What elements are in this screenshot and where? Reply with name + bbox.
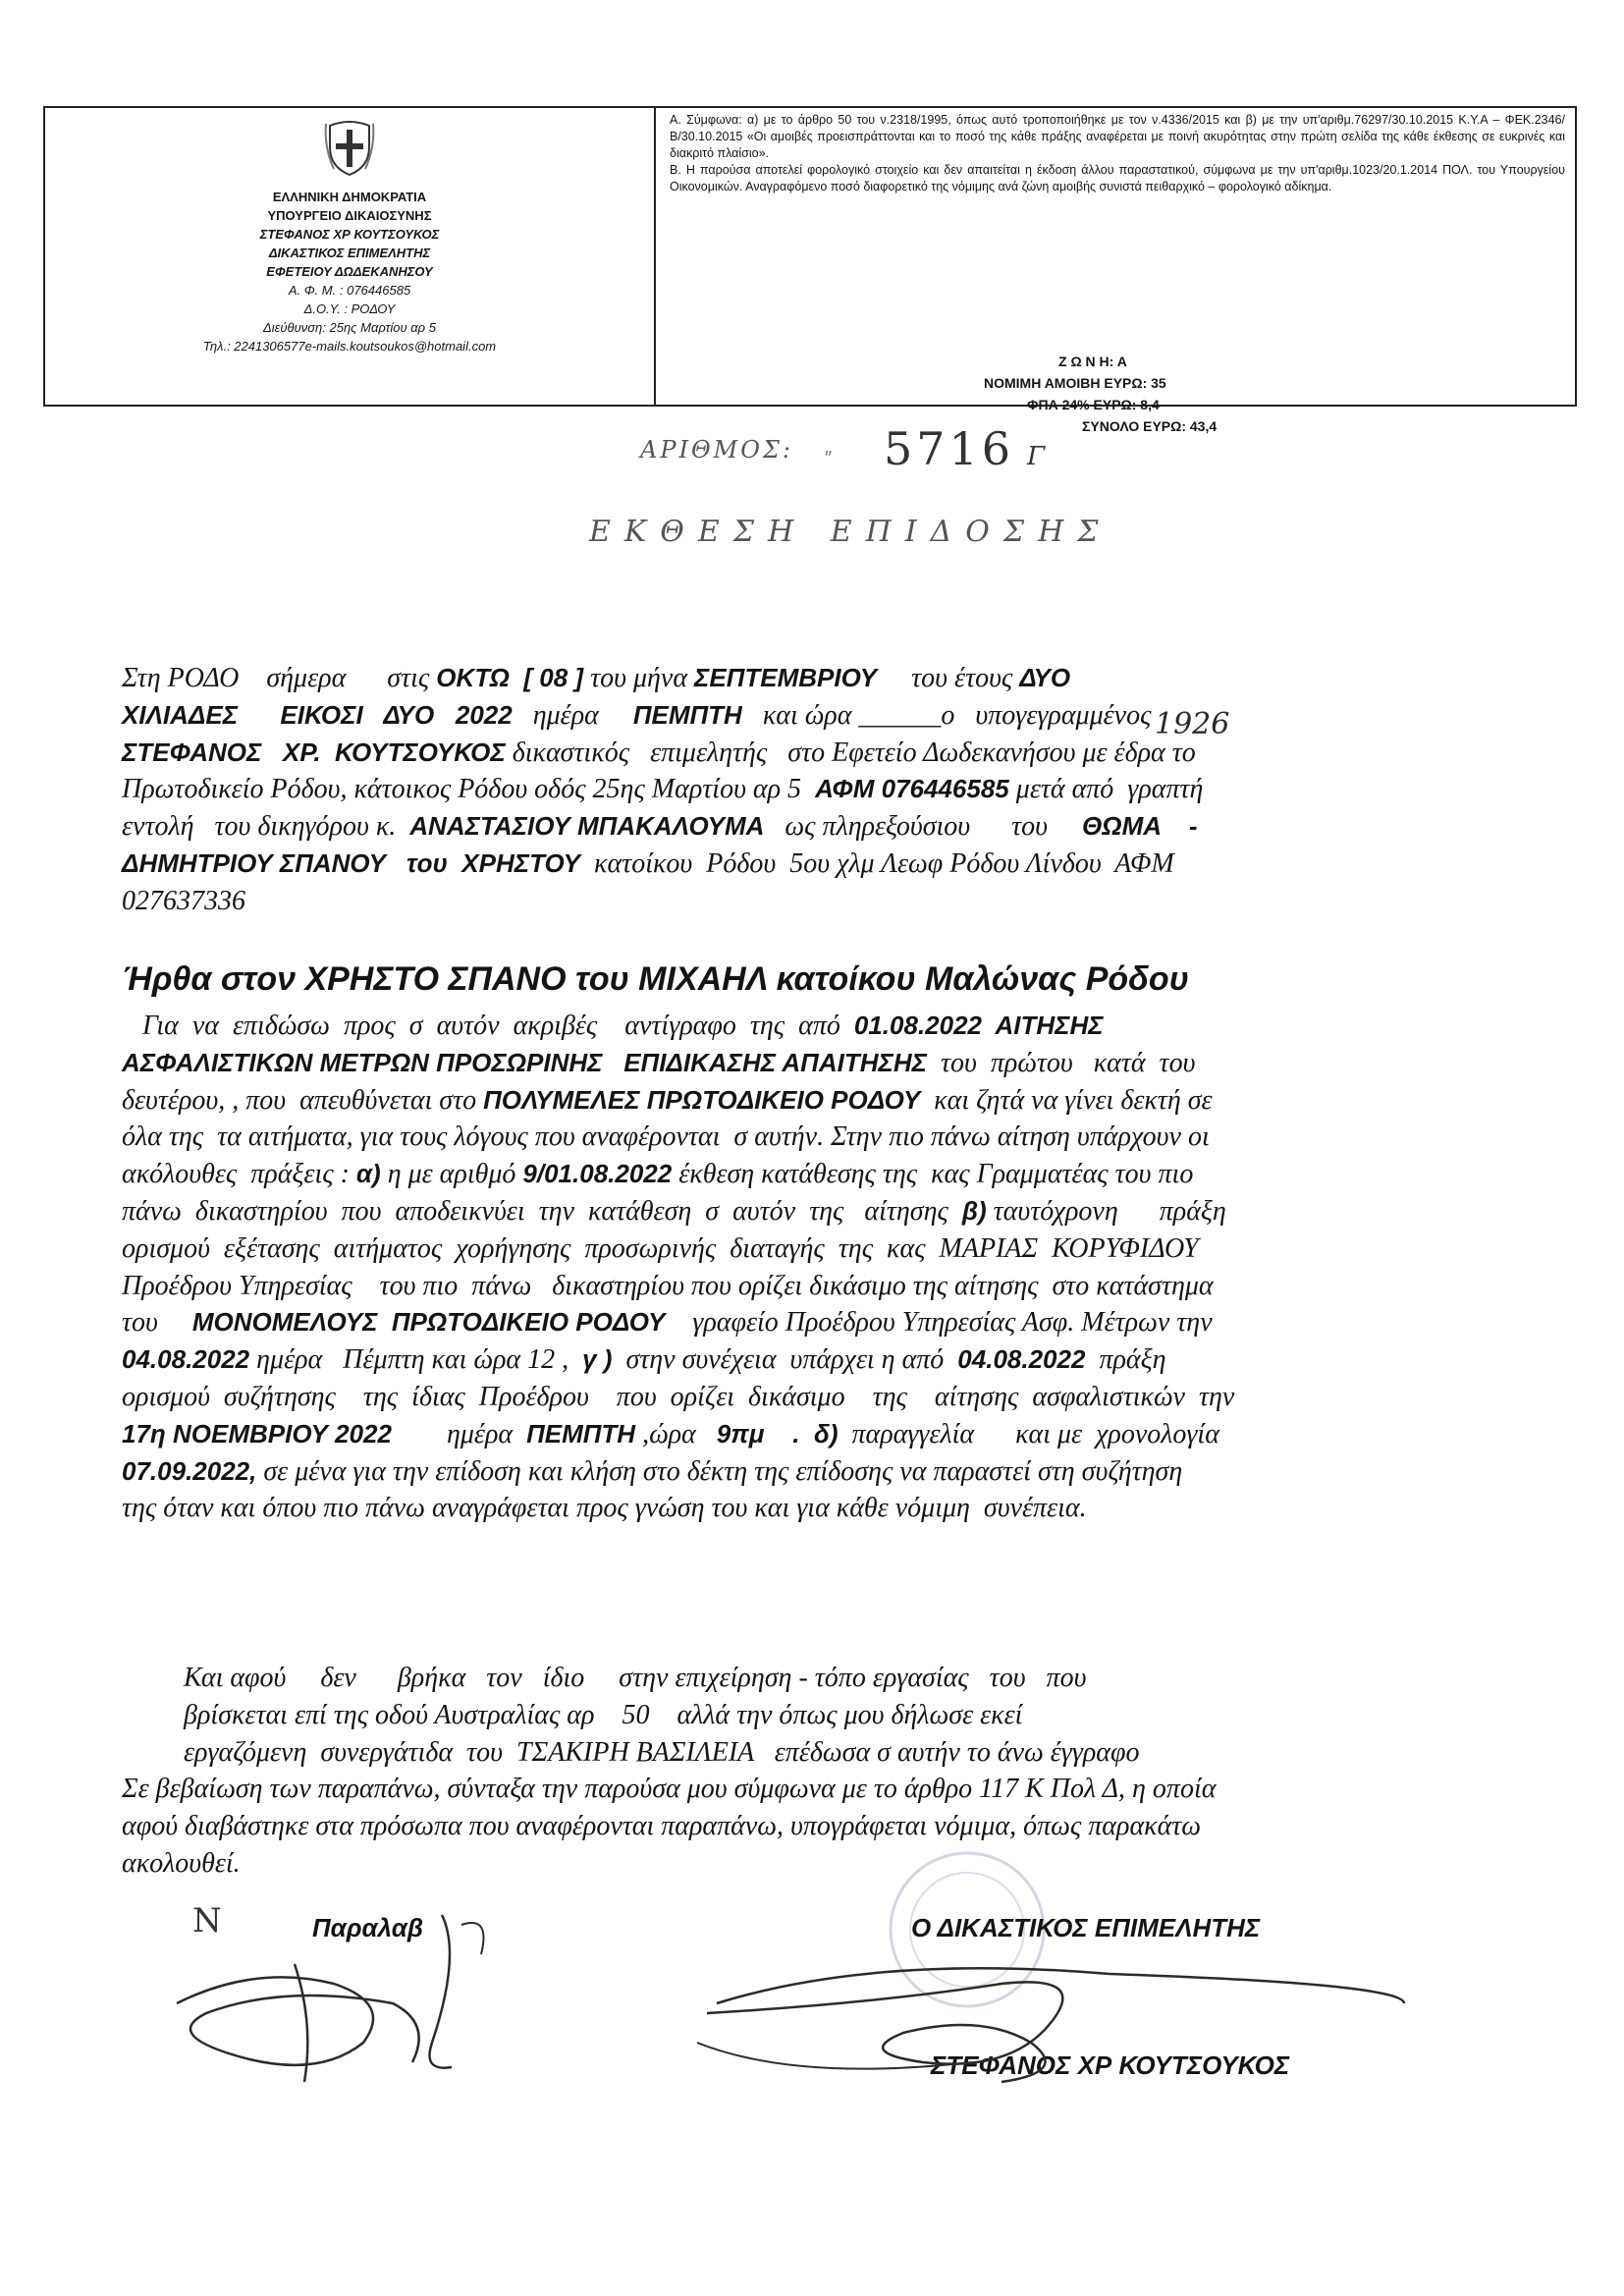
- text-run: εργαζόμενη συνεργάτιδα του ΤΣΑΚΙΡΗ ΒΑΣΙΛΕΙΑ επέδωσα σ αυτήν το άνω έγγραφο: [122, 1736, 1140, 1768]
- legal-fee: ΝΟΜΙΜΗ ΑΜΟΙΒΗ ΕΥΡΩ: 35: [984, 375, 1166, 391]
- text-run: Προέδρου Υπηρεσίας του πιο πάνω δικαστηρίου που ορίζει δικάσιμο της αίτησης στο κατάστημα: [122, 1270, 1214, 1301]
- text-run: όλα της τα αιτήματα, για τους λόγους που αναφέρονται σ αυτήν. Στην πιο πάνω αίτηση υπάρχουν οι: [122, 1121, 1210, 1153]
- bold-run: 9πμ . δ): [716, 1418, 839, 1449]
- text-run: 027637336: [122, 885, 245, 916]
- text-line: [122, 1304, 1506, 1341]
- issuer-line: ΔΙΚΑΣΤΙΚΟΣ ΕΠΙΜΕΛΗΤΗΣ: [268, 246, 431, 260]
- issuer-line: Α. Φ. Μ. : 076446585: [288, 283, 411, 298]
- issuer-line: Δ.Ο.Υ. : ΡΟΔΟΥ: [303, 301, 396, 316]
- text-run: Και αφού δεν βρήκα τον ίδιο στην επιχείρηση - τόπο εργασίας του που: [122, 1663, 1087, 1693]
- bold-run: ΘΩΜΑ -: [1082, 811, 1198, 842]
- issuer-block: [45, 108, 654, 355]
- officer-name: ΣΤΕΦΑΝΟΣ ΧΡ ΚΟΥΤΣΟΥΚΟΣ: [931, 2050, 1290, 2080]
- text-run: Στη ΡΟΔΟ σήμερα στις: [122, 663, 437, 693]
- text-run: πράξη: [1085, 1344, 1166, 1376]
- issuer-line: Τηλ.: 2241306577e-mails.koutsoukos@hotmail.com: [202, 339, 497, 354]
- officer-label: Ο ΔΙΚΑΣΤΙΚΟΣ ΕΠΙΜΕΛΗΤΗΣ: [911, 1913, 1261, 1942]
- bold-run: ΑΣΦΑΛΙΣΤΙΚΩΝ ΜΕΤΡΩΝ ΠΡΟΣΩΡΙΝΗΣ ΕΠΙΔΙΚΑΣΗΣ ΑΠΑΙΤΗΣΗΣ: [122, 1047, 927, 1077]
- bold-run: α): [355, 1159, 381, 1189]
- issuer-line: ΣΤΕΦΑΝΟΣ ΧΡ ΚΟΥΤΣΟΥΚΟΣ: [259, 227, 440, 242]
- issuer-lines: [45, 188, 654, 355]
- text-run: Σε βεβαίωση των παραπάνω, σύνταξα την παρούσα μου σύμφωνα με το άρθρο 117 Κ Πολ Δ, η οποία: [122, 1774, 1217, 1805]
- text-line: [122, 1008, 1506, 1045]
- text-line: [122, 735, 1506, 772]
- text-run: ταυτόχρονη πράξη: [986, 1195, 1226, 1227]
- text-line: [122, 771, 1506, 808]
- text-run: μετά από γραπτή: [1008, 774, 1204, 805]
- text-line: [122, 1082, 1506, 1120]
- receiver-signature-icon: [137, 1895, 550, 2092]
- bold-run: ΣΤΕΦΑΝΟΣ ΧΡ. ΚΟΥΤΣΟΥΚΟΣ: [122, 737, 506, 767]
- text-run: κατοίκου Ρόδου 5ου χλμ Λεωφ Ρόδου Λίνδου ΑΦΜ: [580, 847, 1174, 879]
- text-run: δικαστικός επιμελητής στο Εφετείο Δωδεκανήσου με έδρα το: [505, 737, 1196, 768]
- recipient-heading: Ήρθα στον ΧΡΗΣΤΟ ΣΠΑΝΟ του ΜΙΧΑΗΛ κατοίκου Μαλώνας Ρόδου: [122, 960, 1189, 998]
- bold-run: 17η ΝΟΕΜΒΡΙΟΥ 2022: [122, 1418, 392, 1449]
- text-line: [122, 660, 1506, 697]
- text-run: η με αριθμό: [380, 1159, 523, 1190]
- text-line: [122, 1045, 1506, 1082]
- text-run: γραφείο Προέδρου Υπηρεσίας Ασφ. Μέτρων την: [665, 1307, 1213, 1339]
- text-run: Πρωτοδικείο Ρόδου, κάτοικος Ρόδου οδός 25ης Μαρτίου αρ 5: [122, 774, 816, 805]
- text-run: σε μένα για την επίδοση και κλήση στο δέκτη της επίδοσης να παραστεί στη συζήτηση: [256, 1455, 1183, 1487]
- text-run: ημέρα: [391, 1418, 527, 1449]
- text-run: εντολή του δικηγόρου κ.: [122, 811, 410, 843]
- bold-run: ΔΗΜΗΤΡΙΟΥ ΣΠΑΝΟΥ: [122, 847, 386, 878]
- text-line: [122, 1808, 1506, 1845]
- bold-run: του ΧΡΗΣΤΟΥ: [406, 847, 581, 878]
- text-line: [122, 1697, 1506, 1734]
- text-line: [122, 1660, 1506, 1697]
- text-line: [122, 1416, 1506, 1453]
- legal-notice: [670, 112, 1565, 195]
- officer-signature-icon: [677, 1935, 1443, 2092]
- text-run: έκθεση κατάθεσης της κας Γραμματέας του πιο: [672, 1159, 1194, 1190]
- delivery-paragraph: [122, 1660, 1506, 1883]
- text-run: [386, 848, 406, 879]
- document-title: ΕΚΘΕΣΗ ΕΠΙΔΟΣΗΣ: [589, 515, 1112, 549]
- bold-run: ΠΟΛΥΜΕΛΕΣ ΠΡΩΤΟΔΙΚΕΙΟ ΡΟΔΟΥ: [483, 1084, 921, 1115]
- bold-run: ΑΦΜ 076446585: [815, 774, 1009, 804]
- bold-run: ΟΚΤΩ [ 08 ]: [436, 663, 584, 692]
- text-line: [122, 808, 1506, 846]
- text-line: [122, 1156, 1506, 1193]
- issuer-line: ΕΦΕΤΕΙΟΥ ΔΩΔΕΚΑΝΗΣΟΥ: [266, 264, 433, 279]
- text-run: και ζητά να γίνει δεκτή σε: [920, 1084, 1213, 1116]
- bold-run: 9/01.08.2022: [522, 1159, 673, 1189]
- text-line: [122, 846, 1506, 883]
- text-line: [122, 1771, 1506, 1808]
- bold-run: ΠΕΜΠΤΗ: [526, 1418, 636, 1449]
- bold-run: 04.08.2022: [957, 1344, 1086, 1375]
- text-line: [122, 1230, 1506, 1268]
- text-run: του έτους: [877, 663, 1020, 693]
- bold-run: ΧΙΛΙΑΔΕΣ ΕΙΚΟΣΙ ΔΥΟ 2022: [122, 699, 513, 730]
- text-run: ,ώρα: [635, 1418, 717, 1449]
- text-run: ακολουθεί.: [122, 1847, 241, 1879]
- text-line: [122, 1193, 1506, 1230]
- legal-notice-b: Β. Η παρούσα αποτελεί φορολογικό στοιχείο και δεν απαιτείται η έκδοση άλλου παραστατικού, σύμφωνα με την υπ'αριθμ.1023/20.1.2014 ΠΟΛ. του Υπουργείου Οικονομικών. Αναγραφόμενο ποσό διαφορετικό της νόμιμης ανά ζώνη αμοιβής συνιστά πειθαρχικό – φορολογικό αδίκημα.: [670, 163, 1565, 193]
- text-run: ως πληρεξούσιου του: [764, 811, 1083, 843]
- text-line: [122, 1268, 1506, 1305]
- service-paragraph: [122, 1008, 1506, 1527]
- text-line: [122, 1490, 1506, 1527]
- text-run: βρίσκεται επί της οδού Αυστραλίας αρ 50 αλλά την όπως μου δήλωσε εκεί: [122, 1699, 1023, 1730]
- bold-run: 04.08.2022: [122, 1344, 250, 1375]
- issuer-line: Διεύθυνση: 25ης Μαρτίου αρ 5: [263, 320, 436, 335]
- text-run: παραγγελία και με χρονολογία: [838, 1418, 1219, 1449]
- total-amount: ΣΥΝΟΛΟ ΕΥΡΩ: 43,4: [1082, 418, 1218, 434]
- text-line: [122, 1453, 1506, 1491]
- text-run: του πρώτου κατά του: [926, 1047, 1196, 1078]
- text-line: [122, 1845, 1506, 1883]
- receiver-label: Παραλαβ: [312, 1913, 424, 1942]
- bold-run: β): [961, 1195, 987, 1226]
- bold-run: ΔΥΟ: [1019, 663, 1071, 692]
- text-run: πάνω δικαστηρίου που αποδεικνύει την κατάθεση σ αυτόν της αίτησης: [122, 1195, 962, 1227]
- text-run: στην συνέχεια υπάρχει η από: [612, 1344, 958, 1376]
- text-run: του: [122, 1307, 192, 1339]
- text-line: [122, 1734, 1506, 1772]
- text-run: και ώρα ______ο υπογεγραμμένος: [741, 699, 1152, 731]
- bold-run: 07.09.2022,: [122, 1455, 257, 1486]
- issuer-line: ΕΛΛΗΝΙΚΗ ΔΗΜΟΚΡΑΤΙΑ: [272, 190, 427, 204]
- bold-run: ΑΝΑΣΤΑΣΙΟΥ ΜΠΑΚΑΛΟΥΜΑ: [409, 811, 765, 842]
- text-run: της όταν και όπου πιο πάνω αναγράφεται προς γνώση του και για κάθε νόμιμη συνέπεια.: [122, 1493, 1087, 1524]
- text-run: Για να επιδώσω προς σ αυτόν ακριβές αντίγραφο της από: [122, 1011, 854, 1041]
- text-run: ημέρα Πέμπτη και ώρα 12 ,: [249, 1344, 583, 1376]
- greek-coat-of-arms-icon: [324, 118, 375, 177]
- text-line: [122, 1379, 1506, 1416]
- doc-number-label: ΑΡΙΘΜΟΣ:: [640, 436, 793, 464]
- text-line: [122, 697, 1506, 735]
- intro-paragraph: [122, 660, 1506, 920]
- fee-header-box: [43, 106, 1577, 434]
- bold-run: γ ): [582, 1344, 613, 1375]
- text-run: του μήνα: [583, 663, 695, 693]
- handwritten-initial: Ν: [192, 1901, 222, 1941]
- text-line: [122, 883, 1506, 920]
- bold-run: ΣΕΠΤΕΜΒΡΙΟΥ: [694, 663, 878, 692]
- text-run: ακόλουθες πράξεις :: [122, 1159, 356, 1190]
- zone-label: Ζ Ω Ν Η: Α: [1058, 354, 1127, 369]
- bold-run: ΜΟΝΟΜΕΛΟΥΣ ΠΡΩΤΟΔΙΚΕΙΟ ΡΟΔΟΥ: [191, 1307, 666, 1338]
- text-line: [122, 1341, 1506, 1379]
- text-run: ημέρα: [512, 699, 633, 731]
- text-run: αφού διαβάστηκε στα πρόσωπα που αναφέρονται παραπάνω, υπογράφεται νόμιμα, όπως παρακάτω: [122, 1811, 1202, 1842]
- header-divider: [654, 108, 656, 405]
- issuer-line: ΥΠΟΥΡΓΕΙΟ ΔΙΚΑΙΟΣΥΝΗΣ: [267, 208, 432, 223]
- text-line: [122, 1119, 1506, 1156]
- doc-number-suffix: Γ: [1027, 442, 1046, 471]
- doc-number-mark: ″: [825, 448, 833, 469]
- text-run: ορισμού συζήτησης της ίδιας Προέδρου που ορίζει δικάσιμο της αίτησης ασφαλιστικών την: [122, 1381, 1235, 1412]
- doc-number: 5716: [884, 422, 1015, 475]
- legal-notice-a: Α. Σύμφωνα: α) με το άρθρο 50 του ν.2318/1995, όπως αυτό τροποποιήθηκε με τον ν.4336/2015 και β) με την υπ'αριθμ.76297/30.10.2015 Κ.Υ.Α – ΦΕΚ.2346/Β/30.10.2015 «Οι αμοιβές προεισπράττονται και το ποσό της κάθε πράξης αναφέρεται με ποινή ακυρότητας στην πρώτη σελίδα της κάθε έκθεσης σε ευκρινές και διακριτό πλαίσιο».: [670, 113, 1565, 160]
- bold-run: 01.08.2022 ΑΙΤΗΣΗΣ: [853, 1011, 1104, 1040]
- text-run: δευτέρου, , που απευθύνεται στο: [122, 1084, 484, 1116]
- handwritten-time: 1926: [1155, 707, 1230, 741]
- bold-run: ΠΕΜΠΤΗ: [632, 699, 742, 730]
- text-run: ορισμού εξέτασης αιτήματος χορήγησης προσωρινής διαταγής της κας ΜΑΡΙΑΣ ΚΟΡΥΦΙΔΟΥ: [122, 1232, 1199, 1264]
- vat-amount: ΦΠΑ 24% ΕΥΡΩ: 8,4: [1027, 397, 1160, 412]
